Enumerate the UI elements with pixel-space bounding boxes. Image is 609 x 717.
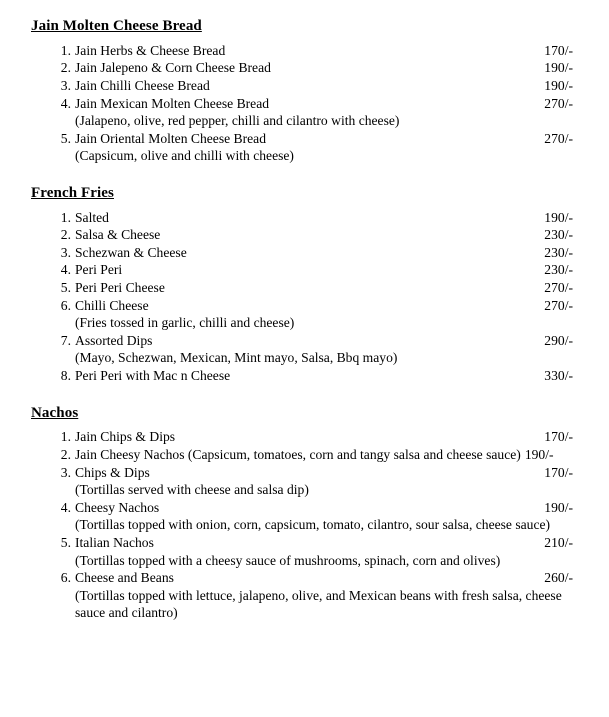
menu-item-description: (Tortillas served with cheese and salsa dip) [75, 482, 309, 498]
menu-item-name: Peri Peri [75, 262, 123, 278]
menu-item-number: 1. [60, 42, 71, 58]
menu-item-number: 3. [60, 77, 71, 93]
menu-item-number: 4. [60, 499, 71, 515]
menu-item-list [0, 428, 609, 622]
section-heading: Nachos [31, 404, 79, 421]
menu-item-list [0, 209, 609, 385]
menu-item-name: Jain Mexican Molten Cheese Bread [75, 95, 270, 111]
menu-item-row [0, 77, 609, 95]
menu-item-description: (Tortillas topped with a cheesy sauce of mushrooms, spinach, corn and olives) [75, 552, 501, 568]
menu-item-price: 190/- [544, 77, 573, 93]
menu-item [0, 569, 609, 622]
menu-item-row [0, 428, 609, 446]
menu-item [0, 261, 609, 279]
menu-item-name: Peri Peri with Mac n Cheese [75, 368, 231, 383]
section-heading: Jain Molten Cheese Bread [31, 18, 202, 34]
menu-item-price: 290/- [544, 332, 573, 348]
menu-item-row [0, 42, 609, 60]
menu-item-price: 190/- [544, 499, 573, 515]
menu-item-row [0, 534, 609, 552]
menu-item-description: (Tortillas topped with onion, corn, capsicum, tomato, cilantro, sour salsa, cheese sauce) [75, 517, 551, 533]
menu-item [0, 279, 609, 297]
menu-item-description: (Tortillas topped with lettuce, jalapeno, olive, and Mexican beans with fresh salsa, cheese sauce and cilantro) [75, 587, 562, 621]
menu-item-number: 3. [60, 464, 71, 480]
menu-item-number: 4. [60, 262, 71, 278]
menu-item [0, 534, 609, 569]
menu-item-name: Salsa & Cheese [75, 227, 161, 243]
menu-item-row [0, 569, 609, 587]
menu-item-price: 270/- [544, 297, 573, 313]
menu-item-price: 170/- [544, 464, 573, 480]
menu-item [0, 42, 609, 60]
menu-item [0, 226, 609, 244]
menu-item-row [0, 367, 609, 385]
menu-item-name: Chilli Cheese [75, 297, 149, 313]
menu-item-price: 190/- [524, 446, 554, 462]
menu-item-number: 6. [60, 570, 71, 586]
menu-item-number: 1. [60, 209, 71, 225]
menu-item-number: 4. [60, 95, 71, 111]
menu-item-name: Italian Nachos [75, 534, 154, 550]
menu-item-name: Jain Herbs & Cheese Bread [75, 42, 226, 58]
menu-item [0, 244, 609, 262]
menu-item-number: 2. [60, 227, 71, 243]
menu-item-number: 7. [60, 332, 71, 348]
menu-item-number: 1. [60, 429, 71, 445]
menu-item [0, 367, 609, 385]
menu-item-description: (Mayo, Schezwan, Mexican, Mint mayo, Salsa, Bbq mayo) [75, 350, 398, 366]
menu-item [0, 332, 609, 367]
menu-section-nachos [0, 404, 609, 622]
menu-item-row [0, 464, 609, 482]
menu-page [0, 17, 609, 717]
menu-item-number: 5. [60, 130, 71, 146]
menu-item-price: 190/- [544, 209, 573, 225]
menu-item-row [0, 446, 609, 464]
menu-item-description: (Jalapeno, olive, red pepper, chilli and cilantro with cheese) [75, 113, 400, 129]
menu-item-price: 330/- [544, 368, 573, 383]
menu-item-row [0, 130, 609, 148]
menu-item-name: Jain Chilli Cheese Bread [75, 77, 210, 93]
menu-item-number: 2. [60, 60, 71, 76]
menu-item [0, 446, 609, 464]
menu-item-row [0, 261, 609, 279]
menu-item [0, 130, 609, 165]
menu-item-name: Cheese and Beans [75, 570, 174, 586]
menu-section-french-fries [0, 184, 609, 385]
menu-item-price: 170/- [544, 429, 573, 445]
menu-item-description: (Capsicum, olive and chilli with cheese) [75, 148, 294, 164]
menu-item-price: 230/- [544, 227, 573, 243]
menu-item [0, 297, 609, 332]
menu-item [0, 95, 609, 130]
menu-item-name: Jain Oriental Molten Cheese Bread [75, 130, 267, 146]
section-heading: French Fries [31, 184, 114, 201]
menu-section-jain-molten-cheese-bread [0, 17, 609, 165]
menu-item-name: Jain Cheesy Nachos (Capsicum, tomatoes, corn and tangy salsa and cheese sauce) [75, 446, 521, 462]
menu-item-number: 5. [60, 534, 71, 550]
menu-item [0, 209, 609, 227]
menu-item-name: Cheesy Nachos [75, 499, 160, 515]
menu-item-name: Jain Jalepeno & Corn Cheese Bread [75, 60, 271, 76]
menu-item-row [0, 95, 609, 113]
menu-item-price: 260/- [544, 570, 573, 586]
menu-item [0, 499, 609, 534]
menu-item-number: 8. [60, 368, 71, 383]
menu-item-price: 190/- [544, 60, 573, 76]
menu-item-row [0, 244, 609, 262]
menu-item-row [0, 332, 609, 350]
menu-item-price: 270/- [544, 130, 573, 146]
menu-item-price: 230/- [544, 244, 573, 260]
menu-item-number: 6. [60, 297, 71, 313]
menu-item [0, 428, 609, 446]
menu-item-row [0, 226, 609, 244]
menu-item-price: 270/- [544, 280, 573, 296]
menu-item-row [0, 499, 609, 517]
menu-item-price: 170/- [544, 42, 573, 58]
menu-item-number: 5. [60, 280, 71, 296]
menu-item-row [0, 279, 609, 297]
menu-item-name: Assorted Dips [75, 332, 153, 348]
menu-item-description: (Fries tossed in garlic, chilli and cheese) [75, 315, 295, 331]
menu-item-price: 230/- [544, 262, 573, 278]
menu-item-name: Schezwan & Cheese [75, 244, 187, 260]
menu-item-price: 210/- [544, 534, 573, 550]
menu-item-row [0, 297, 609, 315]
menu-item-name: Salted [75, 209, 109, 225]
menu-item-row [0, 59, 609, 77]
menu-item-row [0, 209, 609, 227]
menu-item-price: 270/- [544, 95, 573, 111]
menu-item [0, 77, 609, 95]
menu-item-name: Peri Peri Cheese [75, 280, 165, 296]
menu-item [0, 464, 609, 499]
menu-item-number: 3. [60, 244, 71, 260]
menu-item [0, 59, 609, 77]
menu-item-name: Jain Chips & Dips [75, 429, 176, 445]
menu-item-name: Chips & Dips [75, 464, 150, 480]
menu-item-list [0, 42, 609, 165]
menu-item-number: 2. [60, 446, 71, 462]
